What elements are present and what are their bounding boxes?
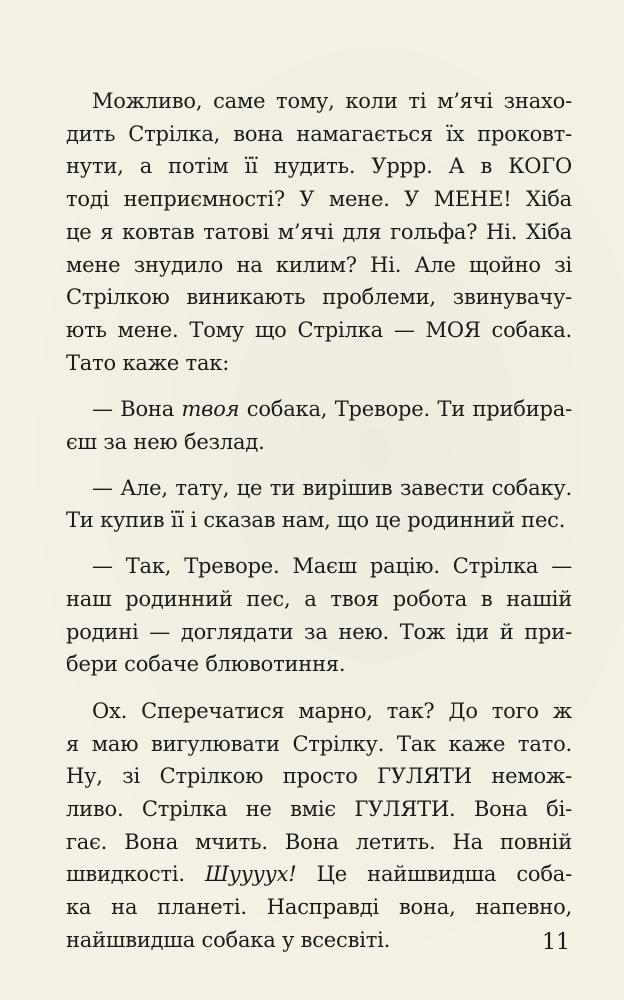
text-line: це я ковтав татові м’ячі для гольфа? Ні. Хіба [66,219,572,244]
paragraph-4 [66,550,572,681]
paragraph-2 [66,393,572,458]
paragraph-3 [66,472,572,537]
body-text [66,85,572,971]
text-line: я маю вигулювати Стрілку. Так каже тато. [66,731,572,756]
text-line: Ох. Сперечатися марно, так? До того ж [92,698,572,723]
text-line: найшвидша собака у всесвіті. [66,927,391,952]
text-line: Тато каже так: [66,350,230,375]
text-line: родині — доглядати за нею. Тож іди й при- [66,619,572,644]
text-line: швидкості. Шуууух! Це найшвидша соба- [66,862,572,887]
text-line: тоді неприємності? У мене. У МЕНЕ! Хіба [66,187,572,212]
text-line: гає. Вона мчить. Вона летить. На повній [66,829,572,854]
text-line: ка на планеті. Насправді вона, напевно, [66,895,572,920]
text-line: Можливо, саме тому, коли ті м’ячі знахо- [92,89,572,113]
text-line: бери собаче блювотиння. [66,652,346,677]
text-line: наш родинний пес, а твоя робота в нашій [66,586,572,611]
paragraph-5 [66,695,572,957]
text-line: дить Стрілка, вона намагається їх проковт- [66,121,572,146]
text-line: — Але, тату, це ти вирішив завести собаку. [92,475,572,500]
text-line: Ти купив її і сказав нам, що це родинний пес. [66,508,566,533]
emphasis-text: твоя [181,397,240,422]
paragraph-1 [66,85,572,379]
text-line: мене знудило на килим? Ні. Але щойно зі [66,252,572,277]
text-line: нути, а потім її нудить. Уррр. А в КОГО [66,154,572,179]
text-line: єш за нею безлад. [66,430,265,455]
text-line: Ну, зі Стрілкою просто ГУЛЯТИ немож- [66,764,572,789]
text-line: — Вона твоя собака, Треворе. Ти прибира- [92,397,572,422]
text-line: Стрілкою виникають проблеми, звинувачу- [66,285,572,310]
text-line: ливо. Стрілка не вміє ГУЛЯТИ. Вона бі- [66,797,572,822]
emphasis-text: Шуууух! [204,862,297,887]
text-line: — Так, Треворе. Маєш рацію. Стрілка — [92,554,572,579]
text-line: ють мене. Тому що Стрілка — МОЯ собака. [66,317,572,342]
page-number: 11 [542,930,570,955]
